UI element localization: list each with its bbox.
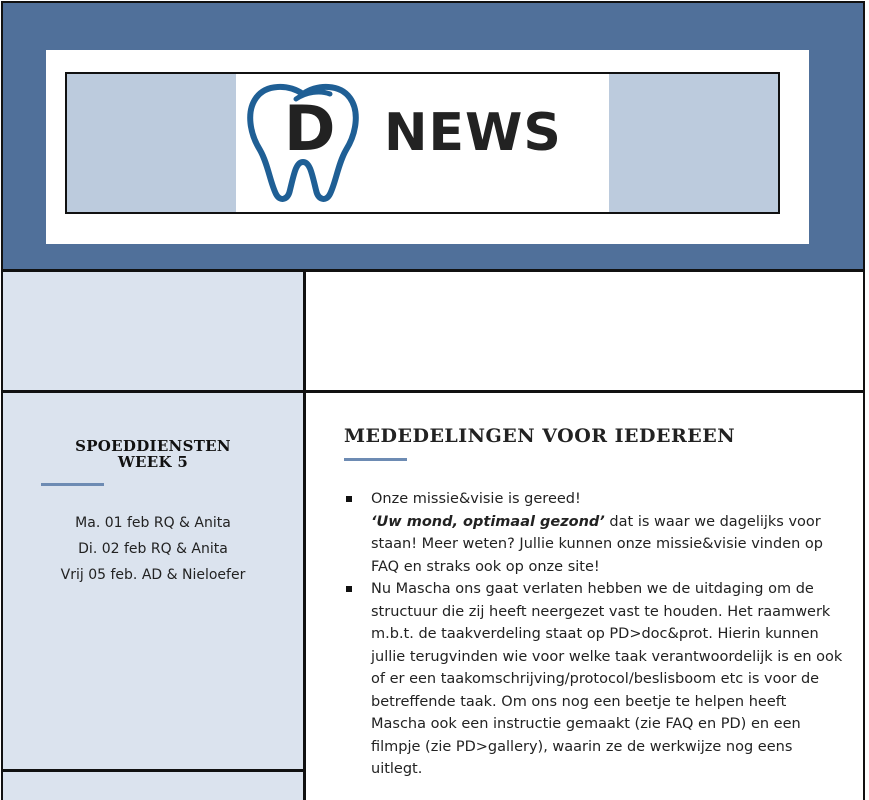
divider-upper <box>3 390 863 393</box>
bullet-icon <box>346 496 352 502</box>
banner <box>65 72 780 214</box>
masthead-inner <box>46 50 809 244</box>
announcement-item <box>343 488 843 578</box>
heading-accent-bar <box>344 458 407 461</box>
announcement-text: dat is waar we dagelijks voor staan! Meer weten? Jullie kunnen onze missie&visie vinden op FAQ en straks ook op onze site! <box>371 513 823 575</box>
dnews-logo <box>236 74 609 212</box>
announcement-text: Nu Mascha ons gaat verlaten hebben we de uitdaging om de structuur die zij heeft neergezet vast te houden. Het raamwerk m.b.t. de taakverdeling staat op PD>doc&prot. Hierin kunnen jullie terugvinden wie voor welke taak verantwoordelijk is en ook of er een taakomschrijving/protocol/beslisboom etc is voor de betreffende taak. Om ons nog een beetje te helpen heeft Mascha ook een instructie gemaakt (zie FAQ en PD) en een filmpje (zie PD>gallery), waarin ze de werkwijze nog eens uitlegt. <box>371 581 843 777</box>
sidebar-title-line1: SPOEDDIENSTEN <box>75 437 231 455</box>
motto-quote: ‘Uw mond, optimaal gezond’ <box>371 513 605 530</box>
duty-item: Di. 02 feb RQ & Anita <box>78 541 228 557</box>
duty-list <box>3 510 303 588</box>
announcement-list <box>343 488 843 781</box>
logo-letter: D <box>284 92 336 165</box>
announcement-item <box>343 578 843 781</box>
announcement-line: Onze missie&visie is gereed! <box>371 491 581 507</box>
divider-sidebar-bottom <box>3 769 303 772</box>
duty-item: Vrij 05 feb. AD & Nieloefer <box>60 567 246 583</box>
masthead <box>3 3 863 272</box>
section-heading: MEDEDELINGEN VOOR IEDEREEN <box>344 425 736 447</box>
sidebar-title-line2: WEEK 5 <box>117 453 189 471</box>
newsletter-page <box>1 1 865 800</box>
duty-item: Ma. 01 feb RQ & Anita <box>75 515 231 531</box>
content-top-empty <box>306 272 863 390</box>
bullet-icon <box>346 586 352 592</box>
sidebar-accent-bar <box>41 483 104 486</box>
logo-word: NEWS <box>384 103 562 163</box>
sidebar-title <box>3 438 303 470</box>
announcement-body <box>371 511 843 579</box>
